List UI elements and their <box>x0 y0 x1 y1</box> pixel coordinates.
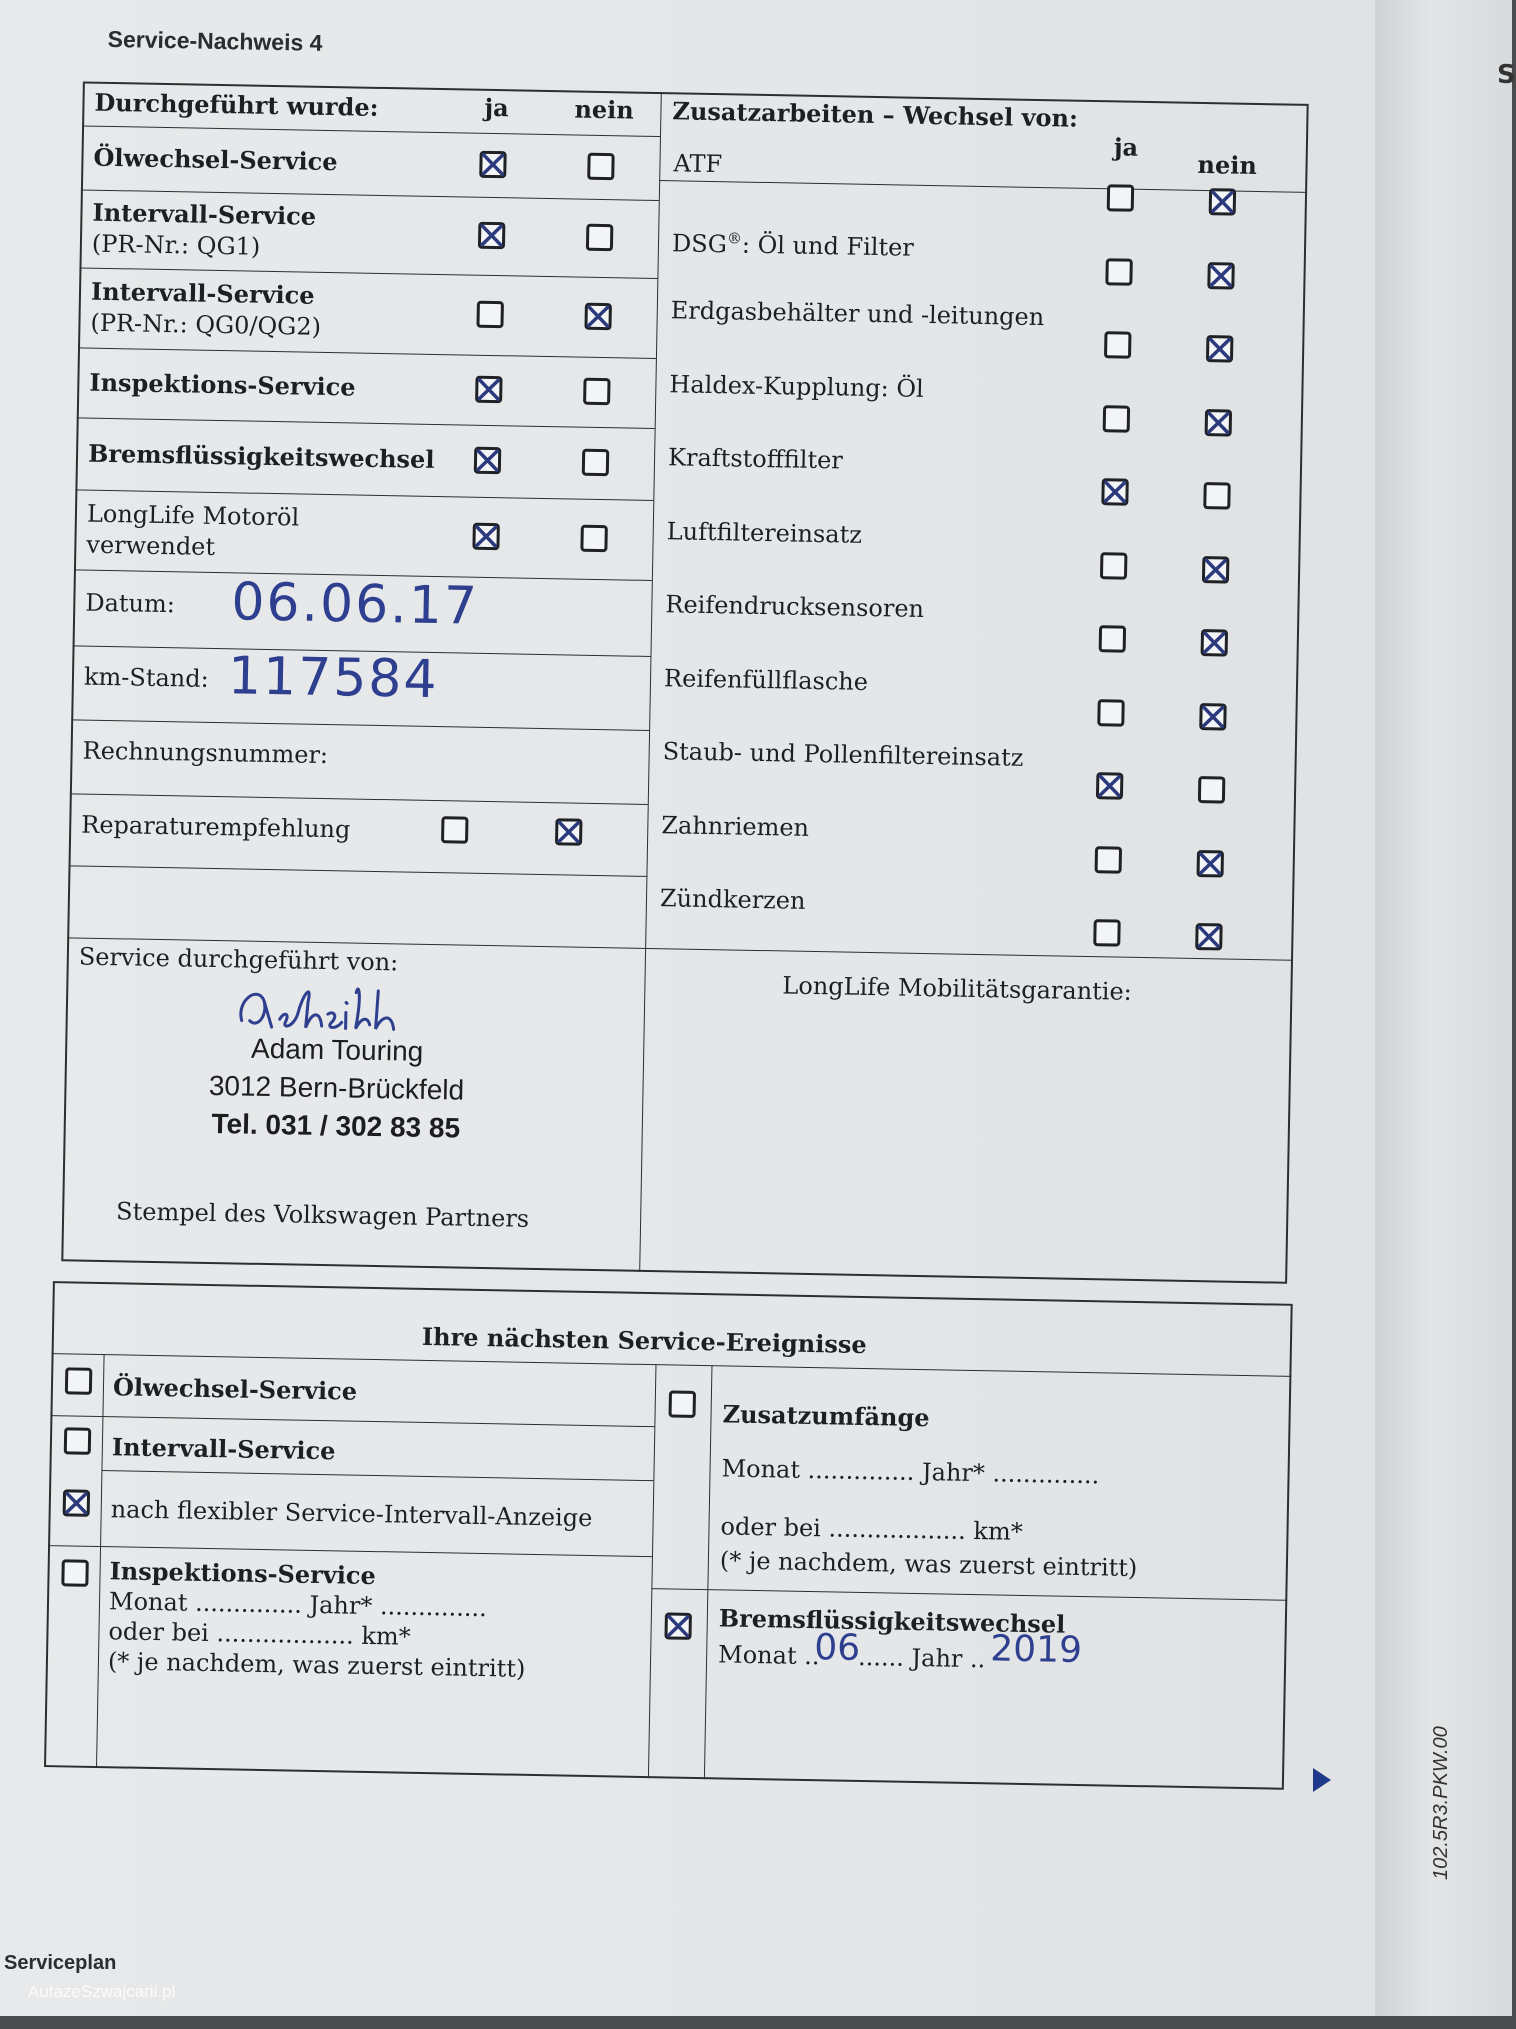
check-x-icon <box>1197 850 1224 877</box>
intervall-next-label: Intervall-Service <box>111 1432 336 1466</box>
left-col-no: nein <box>574 94 635 125</box>
stamp-address: 3012 Bern-Brückfeld <box>208 1069 465 1106</box>
inspektion-next-checkbox[interactable] <box>61 1559 88 1586</box>
left-row-label: Intervall-Service <box>92 197 317 231</box>
km-value: 117584 <box>227 646 440 711</box>
right-row-label: Reifendrucksensoren <box>665 590 925 623</box>
inspektion-note: (* je nachdem, was zuerst eintritt) <box>107 1647 526 1683</box>
check-x-icon <box>584 303 611 330</box>
zusatz-next-checkbox[interactable] <box>669 1390 696 1417</box>
check-x-icon <box>474 447 501 474</box>
right-row-label: Staub- und Pollenfiltereinsatz <box>662 737 1024 772</box>
right-row-no-checkbox[interactable] <box>1205 409 1232 436</box>
left-col-yes: ja <box>484 92 509 123</box>
right-row-label: Haldex-Kupplung: Öl <box>669 369 924 403</box>
right-row-label: Zündkerzen <box>659 884 806 915</box>
right-row-yes-checkbox[interactable] <box>1107 184 1134 211</box>
next-page-edge <box>1375 0 1516 2016</box>
right-row-no-checkbox[interactable] <box>1198 776 1225 803</box>
footer-serviceplan: Serviceplan <box>4 1952 117 1974</box>
left-row-yes-checkbox[interactable] <box>476 301 503 328</box>
reparatur-yes-checkbox[interactable] <box>441 816 468 843</box>
right-row-no-checkbox[interactable] <box>1201 629 1228 656</box>
oelwechsel-next-checkbox[interactable] <box>65 1367 92 1394</box>
left-row-yes-checkbox[interactable] <box>472 523 499 550</box>
right-row-yes-checkbox[interactable] <box>1104 331 1131 358</box>
check-x-icon <box>1201 629 1228 656</box>
document-code: 102.5R3.PKW.00 <box>1430 1726 1452 1880</box>
left-row-no-checkbox[interactable] <box>584 303 611 330</box>
left-row-yes-checkbox[interactable] <box>479 151 506 178</box>
check-x-icon <box>1205 409 1232 436</box>
stamp-name: Adam Touring <box>250 1032 424 1067</box>
left-col-label: Durchgeführt wurde: <box>94 87 379 122</box>
check-x-icon <box>472 523 499 550</box>
check-x-icon <box>1207 262 1234 289</box>
right-row-yes-checkbox[interactable] <box>1096 772 1123 799</box>
next-events-title: Ihre nächsten Service-Ereignisse <box>421 1321 867 1360</box>
zusatz-note: (* je nachdem, was zuerst eintritt) <box>719 1546 1138 1583</box>
left-row-no-checkbox[interactable] <box>582 449 609 476</box>
bremse-month-label: Monat .. <box>717 1640 820 1671</box>
right-row-label: Zahnriemen <box>661 810 810 842</box>
rechnung-label: Rechnungsnummer: <box>82 736 329 770</box>
right-row-yes-checkbox[interactable] <box>1103 405 1130 432</box>
right-row-no-checkbox[interactable] <box>1195 923 1222 950</box>
check-x-icon <box>1199 703 1226 730</box>
check-x-icon <box>63 1489 90 1516</box>
right-row-label <box>672 222 914 262</box>
stamp-caption: Stempel des Volkswagen Partners <box>115 1197 530 1233</box>
check-x-icon <box>1195 923 1222 950</box>
right-row-no-checkbox[interactable] <box>1202 556 1229 583</box>
inspektion-month-line: Monat .............. Jahr* .............. <box>108 1587 488 1623</box>
right-col-label: Zusatzarbeiten – Wechsel von: <box>672 96 1079 133</box>
right-row-label: Kraftstofffilter <box>667 443 844 475</box>
left-row-yes-checkbox[interactable] <box>478 222 505 249</box>
oelwechsel-next-label: Ölwechsel-Service <box>112 1372 358 1406</box>
right-row-yes-checkbox[interactable] <box>1105 258 1132 285</box>
intervall-next-checkbox[interactable] <box>64 1427 91 1454</box>
right-row-yes-checkbox[interactable] <box>1097 699 1124 726</box>
mobility-label: LongLife Mobilitätsgarantie: <box>782 971 1133 1006</box>
right-col-no: nein <box>1197 149 1258 180</box>
right-row-label: Luftfiltereinsatz <box>666 516 863 549</box>
reparatur-no-checkbox[interactable] <box>555 818 582 845</box>
bremse-month-value: 06 <box>813 1627 861 1669</box>
right-col-yes: ja <box>1113 132 1139 162</box>
flexible-interval-checkbox[interactable] <box>63 1489 90 1516</box>
check-x-icon <box>478 222 505 249</box>
left-row-yes-checkbox[interactable] <box>474 447 501 474</box>
datum-value: 06.06.17 <box>230 572 480 637</box>
reparatur-label: Reparaturempfehlung <box>81 810 351 844</box>
right-row-yes-checkbox[interactable] <box>1095 846 1122 873</box>
service-by-label: Service durchgeführt von: <box>78 942 399 977</box>
check-x-icon <box>1206 335 1233 362</box>
right-row-no-checkbox[interactable] <box>1207 262 1234 289</box>
right-row-label: Erdgasbehälter und -leitungen <box>670 296 1045 332</box>
right-row-no-checkbox[interactable] <box>1206 335 1233 362</box>
right-row-yes-checkbox[interactable] <box>1100 552 1127 579</box>
check-x-icon <box>1202 556 1229 583</box>
right-row-no-checkbox[interactable] <box>1199 703 1226 730</box>
km-label: km-Stand: <box>83 662 209 693</box>
left-row-sublabel: verwendet <box>86 530 216 561</box>
right-row-label-main: DSG <box>671 228 728 258</box>
zusatz-next-label: Zusatzumfänge <box>722 1399 930 1433</box>
zusatz-month-line: Monat .............. Jahr* .............. <box>721 1454 1100 1490</box>
registered-mark: ® <box>726 228 743 248</box>
bremse-next-checkbox[interactable] <box>664 1612 691 1639</box>
check-x-icon <box>1209 188 1236 215</box>
right-row-no-checkbox[interactable] <box>1197 850 1224 877</box>
right-row-no-checkbox[interactable] <box>1209 188 1236 215</box>
left-row-no-checkbox[interactable] <box>583 378 610 405</box>
left-row-no-checkbox[interactable] <box>580 525 607 552</box>
check-x-icon <box>1101 478 1128 505</box>
inspektion-km-line: oder bei .................. km* <box>108 1617 411 1651</box>
left-row-label: Ölwechsel-Service <box>93 142 338 177</box>
left-row-sublabel: (PR-Nr.: QG0/QG2) <box>90 308 322 341</box>
check-x-icon <box>1096 772 1123 799</box>
right-row-label: ATF <box>673 149 723 179</box>
right-row-label-rest: : Öl und Filter <box>741 230 915 262</box>
left-row-sublabel: (PR-Nr.: QG1) <box>91 229 261 261</box>
stamp-phone: Tel. 031 / 302 83 85 <box>211 1108 461 1144</box>
left-row-label: LongLife Motoröl <box>86 499 300 532</box>
left-row-no-checkbox[interactable] <box>587 153 614 180</box>
left-row-no-checkbox[interactable] <box>586 224 613 251</box>
flexible-interval-label: nach flexibler Service-Intervall-Anzeige <box>110 1495 593 1533</box>
left-row-label: Intervall-Service <box>90 276 315 310</box>
check-x-icon <box>555 818 582 845</box>
bremse-year-label: ...... Jahr .. <box>857 1642 986 1674</box>
page-title: Service-Nachweis 4 <box>107 25 323 56</box>
datum-label: Datum: <box>85 588 176 619</box>
inspektion-next-label: Inspektions-Service <box>109 1556 377 1591</box>
check-x-icon <box>475 376 502 403</box>
right-row-label: Reifenfüllflasche <box>663 663 869 696</box>
left-row-label: Bremsflüssigkeitswechsel <box>87 438 435 474</box>
right-row-yes-checkbox[interactable] <box>1093 919 1120 946</box>
watermark: AutazeSzwajcarii.pl <box>28 1982 176 2001</box>
next-page-letter: S <box>1497 60 1516 90</box>
right-row-no-checkbox[interactable] <box>1203 482 1230 509</box>
check-x-icon <box>664 1612 691 1639</box>
zusatz-km-line: oder bei .................. km* <box>720 1512 1023 1546</box>
bremse-next-label: Bremsflüssigkeitswechsel <box>718 1603 1066 1639</box>
left-row-yes-checkbox[interactable] <box>475 376 502 403</box>
bremse-year-value: 2019 <box>989 1628 1083 1672</box>
right-row-yes-checkbox[interactable] <box>1101 478 1128 505</box>
left-row-label: Inspektions-Service <box>89 367 356 402</box>
right-row-yes-checkbox[interactable] <box>1099 625 1126 652</box>
check-x-icon <box>479 151 506 178</box>
next-page-arrow <box>1313 1768 1331 1792</box>
